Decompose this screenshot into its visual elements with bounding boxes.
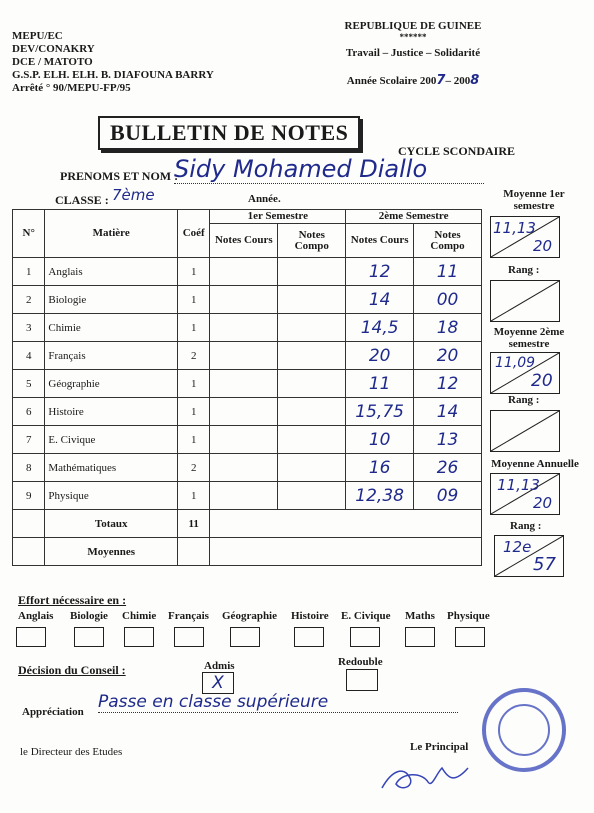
principal-signature — [378, 748, 478, 798]
col-coef: Coéf — [178, 210, 210, 258]
bulletin-title: BULLETIN DE NOTES — [98, 116, 360, 150]
totals-empty — [13, 510, 45, 538]
row-coef: 2 — [178, 342, 210, 370]
row-s2-compo: 18 — [414, 314, 482, 342]
row-no: 9 — [13, 482, 45, 510]
row-matiere: Géographie — [45, 370, 178, 398]
row-coef: 1 — [178, 314, 210, 342]
col-s1-cours: Notes Cours — [210, 224, 278, 258]
header-line: DEV/CONAKRY — [12, 43, 95, 55]
appreciation-label: Appréciation — [22, 706, 84, 718]
rang2-box — [490, 410, 560, 452]
rang-value: 12e — [503, 538, 532, 556]
moyennes-coef — [178, 538, 210, 566]
moy1-den: 20 — [533, 237, 553, 255]
effort-physique-checkbox[interactable] — [455, 627, 485, 647]
row-s2-cours: 15,75 — [346, 398, 414, 426]
effort-ecivique-checkbox[interactable] — [350, 627, 380, 647]
decision-label: Décision du Conseil : — [18, 663, 126, 677]
rang-den: 57 — [533, 554, 556, 575]
directeur-label: le Directeur des Etudes — [20, 746, 123, 758]
effort-label: Effort nécessaire en : — [18, 593, 127, 607]
row-s1-compo — [278, 286, 346, 314]
moyennes-row — [13, 538, 482, 566]
moyennes-notes — [210, 538, 482, 566]
row-s2-compo: 14 — [414, 398, 482, 426]
effort-geographie: Géographie — [222, 610, 277, 622]
rang-label: Rang : — [510, 520, 542, 532]
row-s1-compo — [278, 370, 346, 398]
row-no: 8 — [13, 454, 45, 482]
effort-chimie: Chimie — [122, 610, 157, 622]
col-sem1: 1er Semestre — [210, 210, 346, 224]
totals-label: Totaux — [45, 510, 178, 538]
row-no: 6 — [13, 398, 45, 426]
table-row — [13, 258, 482, 286]
row-s2-cours: 14,5 — [346, 314, 414, 342]
row-matiere: E. Civique — [45, 426, 178, 454]
principal-label: Le Principal — [410, 741, 469, 753]
header-right — [328, 20, 498, 88]
moy1-box — [490, 216, 560, 258]
moy1-value: 11,13 — [493, 219, 536, 237]
row-s1-cours — [210, 342, 278, 370]
row-matiere: Français — [45, 342, 178, 370]
admis-label: Admis — [204, 660, 235, 672]
rang2-label: Rang : — [508, 394, 540, 406]
class-value: 7ème — [112, 186, 155, 204]
school-year — [328, 74, 498, 88]
row-s2-cours: 12,38 — [346, 482, 414, 510]
header-line: MEPU/EC — [12, 30, 63, 42]
row-matiere: Physique — [45, 482, 178, 510]
row-s1-cours — [210, 286, 278, 314]
row-s1-compo — [278, 454, 346, 482]
row-coef: 1 — [178, 286, 210, 314]
col-sem2: 2ème Semestre — [346, 210, 482, 224]
moy2-value: 11,09 — [495, 355, 536, 371]
row-s1-compo — [278, 426, 346, 454]
row-coef: 1 — [178, 482, 210, 510]
header-line: DCE / MATOTO — [12, 56, 93, 68]
notes-table — [12, 209, 482, 566]
row-no: 3 — [13, 314, 45, 342]
redouble-checkbox[interactable] — [346, 669, 378, 691]
moy-annuelle-box — [490, 473, 560, 515]
col-s1-compo: Notes Compo — [278, 224, 346, 258]
effort-biologie: Biologie — [70, 610, 108, 622]
moy2-box — [490, 352, 560, 394]
effort-anglais: Anglais — [18, 610, 54, 622]
moyennes-label: Moyennes — [45, 538, 178, 566]
row-coef: 1 — [178, 370, 210, 398]
effort-biologie-checkbox[interactable] — [74, 627, 104, 647]
row-no: 4 — [13, 342, 45, 370]
table-row — [13, 426, 482, 454]
row-s2-cours: 20 — [346, 342, 414, 370]
row-s1-compo — [278, 398, 346, 426]
col-no: N° — [13, 210, 45, 258]
stars: ****** — [399, 32, 427, 42]
effort-physique: Physique — [447, 610, 490, 622]
moy-annuelle-value: 11,13 — [497, 476, 540, 494]
row-matiere: Anglais — [45, 258, 178, 286]
row-s2-compo: 09 — [414, 482, 482, 510]
effort-histoire: Histoire — [291, 610, 329, 622]
header-left — [12, 30, 214, 95]
row-s2-cours: 11 — [346, 370, 414, 398]
row-matiere: Biologie — [45, 286, 178, 314]
col-s2-cours: Notes Cours — [346, 224, 414, 258]
row-s2-compo: 26 — [414, 454, 482, 482]
row-s2-compo: 13 — [414, 426, 482, 454]
school-year-hand2: 8 — [470, 73, 480, 88]
school-year-tail: – 200 — [445, 75, 471, 87]
motto: Travail – Justice – Solidarité — [345, 47, 481, 59]
effort-francais: Français — [168, 610, 209, 622]
row-s2-compo: 12 — [414, 370, 482, 398]
row-s2-cours: 12 — [346, 258, 414, 286]
effort-geographie-checkbox[interactable] — [230, 627, 260, 647]
effort-francais-checkbox[interactable] — [174, 627, 204, 647]
school-year-label: Année Scolaire 200 — [346, 75, 437, 87]
redouble-label: Redouble — [338, 656, 383, 668]
appreciation-value: Passe en classe supérieure — [98, 692, 458, 713]
table-row — [13, 370, 482, 398]
rang1-box — [490, 280, 560, 322]
row-s1-cours — [210, 314, 278, 342]
name-label: PRENOMS ET NOM : — [60, 169, 179, 183]
table-row — [13, 286, 482, 314]
row-s1-cours — [210, 482, 278, 510]
row-s1-cours — [210, 258, 278, 286]
rang-box — [494, 535, 564, 577]
header-line: G.S.P. ELH. ELH. B. DIAFOUNA BARRY — [12, 69, 214, 81]
totals-row — [13, 510, 482, 538]
row-no: 1 — [13, 258, 45, 286]
effort-anglais-checkbox[interactable] — [16, 627, 46, 647]
row-s2-cours: 14 — [346, 286, 414, 314]
effort-maths: Maths — [405, 610, 435, 622]
table-row — [13, 482, 482, 510]
totals-coef: 11 — [178, 510, 210, 538]
moyennes-empty — [13, 538, 45, 566]
row-s2-compo: 11 — [414, 258, 482, 286]
row-s1-compo — [278, 482, 346, 510]
class-suffix: Année. — [248, 193, 281, 205]
row-coef: 1 — [178, 258, 210, 286]
student-name: Sidy Mohamed Diallo — [174, 155, 484, 184]
class-label: CLASSE : — [55, 193, 109, 207]
moy1-label: Moyenne 1er semestre — [503, 188, 565, 212]
moy-annuelle-den: 20 — [533, 494, 553, 512]
row-s1-cours — [210, 454, 278, 482]
row-s2-cours: 16 — [346, 454, 414, 482]
col-matiere: Matière — [45, 210, 178, 258]
row-coef: 1 — [178, 398, 210, 426]
moy2-label: Moyenne 2ème semestre — [493, 326, 565, 350]
header-line: Arrêté ° 90/MEPU-FP/95 — [12, 82, 131, 94]
table-row — [13, 342, 482, 370]
totals-notes — [210, 510, 482, 538]
moy2-den: 20 — [531, 371, 553, 391]
row-s1-cours — [210, 398, 278, 426]
school-year-hand: 7 — [436, 73, 446, 88]
school-stamp — [482, 688, 566, 772]
row-s1-compo — [278, 342, 346, 370]
row-s1-compo — [278, 258, 346, 286]
row-coef: 1 — [178, 426, 210, 454]
effort-maths-checkbox[interactable] — [405, 627, 435, 647]
admis-mark: X — [212, 673, 224, 693]
rang1-label: Rang : — [508, 264, 540, 276]
moy-annuelle-label: Moyenne Annuelle — [491, 458, 579, 470]
row-s2-compo: 20 — [414, 342, 482, 370]
row-matiere: Chimie — [45, 314, 178, 342]
row-s1-cours — [210, 370, 278, 398]
row-matiere: Histoire — [45, 398, 178, 426]
row-s2-cours: 10 — [346, 426, 414, 454]
row-no: 2 — [13, 286, 45, 314]
row-s1-compo — [278, 314, 346, 342]
cycle-label: CYCLE SCONDAIRE — [398, 144, 516, 158]
table-row — [13, 314, 482, 342]
effort-histoire-checkbox[interactable] — [294, 627, 324, 647]
row-matiere: Mathématiques — [45, 454, 178, 482]
country-name: REPUBLIQUE DE GUINEE — [344, 20, 482, 32]
row-no: 5 — [13, 370, 45, 398]
table-row — [13, 398, 482, 426]
row-no: 7 — [13, 426, 45, 454]
row-s1-cours — [210, 426, 278, 454]
admis-checkbox[interactable] — [202, 672, 234, 694]
row-coef: 2 — [178, 454, 210, 482]
effort-chimie-checkbox[interactable] — [124, 627, 154, 647]
table-row — [13, 454, 482, 482]
effort-ecivique: E. Civique — [341, 610, 391, 622]
row-s2-compo: 00 — [414, 286, 482, 314]
col-s2-compo: Notes Compo — [414, 224, 482, 258]
